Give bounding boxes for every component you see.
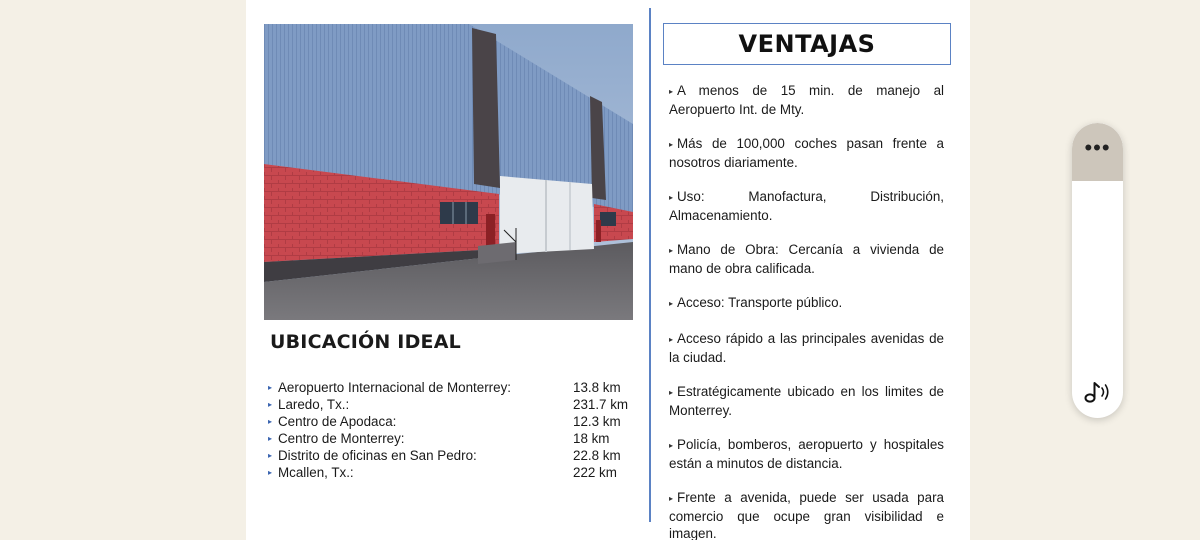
bullet-icon: ▸ — [669, 494, 674, 503]
location-item — [268, 379, 648, 396]
bullet-icon: ▸ — [268, 383, 273, 392]
location-distance: 22.8 km — [573, 448, 621, 463]
location-item — [268, 464, 648, 481]
location-distance: 222 km — [573, 465, 617, 480]
warehouse-image — [264, 24, 633, 320]
ventaja-item — [669, 241, 944, 277]
bullet-icon: ▸ — [669, 140, 674, 149]
ventajas-list — [669, 82, 944, 540]
location-item — [268, 447, 648, 464]
ventaja-item — [669, 489, 944, 540]
bullet-icon: ▸ — [268, 434, 273, 443]
bullet-icon: ▸ — [268, 451, 273, 460]
ventaja-text: Uso: Manofactura, Distribución, Almacenamiento. — [669, 189, 944, 223]
more-options-button[interactable] — [1072, 123, 1123, 181]
location-distance: 13.8 km — [573, 380, 621, 395]
ventaja-item — [669, 330, 944, 366]
location-item — [268, 396, 648, 413]
audio-note-icon — [1082, 378, 1114, 406]
bullet-icon: ▸ — [669, 193, 674, 202]
location-name: Mcallen, Tx.: — [278, 465, 354, 480]
floating-toolbar — [1072, 123, 1123, 418]
bullet-icon: ▸ — [268, 417, 273, 426]
bullet-icon: ▸ — [669, 299, 674, 308]
ventaja-text: Estratégicamente ubicado en los limites de Monterrey. — [669, 384, 944, 418]
location-distance: 12.3 km — [573, 414, 621, 429]
ventaja-text: Más de 100,000 coches pasan frente a nosotros diariamente. — [669, 136, 944, 170]
location-title: UBICACIÓN IDEAL — [270, 331, 461, 353]
ventaja-text: Policía, bomberos, aeropuerto y hospitales están a minutos de distancia. — [669, 437, 944, 471]
location-list — [268, 379, 648, 481]
ventajas-header-box — [663, 23, 951, 65]
bullet-icon: ▸ — [669, 335, 674, 344]
location-distance: 18 km — [573, 431, 610, 446]
bullet-icon: ▸ — [669, 87, 674, 96]
bullet-icon: ▸ — [669, 441, 674, 450]
ventaja-text: Acceso: Transporte público. — [677, 295, 843, 310]
ventajas-title: VENTAJAS — [738, 30, 876, 58]
ventaja-item — [669, 383, 944, 419]
location-name: Laredo, Tx.: — [278, 397, 350, 412]
location-item — [268, 430, 648, 447]
ventaja-text: Frente a avenida, puede ser usada para comercio que ocupe gran visibilidad e imagen. — [669, 490, 944, 540]
location-item — [268, 413, 648, 430]
ventaja-text: Acceso rápido a las principales avenidas de la ciudad. — [669, 331, 944, 365]
bullet-icon: ▸ — [669, 246, 674, 255]
ventaja-item — [669, 135, 944, 171]
more-dots-icon: ••• — [1084, 135, 1111, 160]
ventaja-text: A menos de 15 min. de manejo al Aeropuerto Int. de Mty. — [669, 83, 944, 117]
bullet-icon: ▸ — [268, 468, 273, 477]
location-name: Distrito de oficinas en San Pedro: — [278, 448, 477, 463]
ventaja-item — [669, 294, 944, 313]
location-name: Centro de Monterrey: — [278, 431, 405, 446]
read-aloud-button[interactable] — [1080, 374, 1116, 410]
column-divider — [649, 8, 651, 522]
ventaja-text: Mano de Obra: Cercanía a vivienda de mano de obra calificada. — [669, 242, 944, 276]
ventaja-item — [669, 436, 944, 472]
bullet-icon: ▸ — [669, 388, 674, 397]
location-name: Aeropuerto Internacional de Monterrey: — [278, 380, 511, 395]
bullet-icon: ▸ — [268, 400, 273, 409]
location-name: Centro de Apodaca: — [278, 414, 397, 429]
ventaja-item — [669, 188, 944, 224]
ventaja-item — [669, 82, 944, 118]
location-distance: 231.7 km — [573, 397, 629, 412]
